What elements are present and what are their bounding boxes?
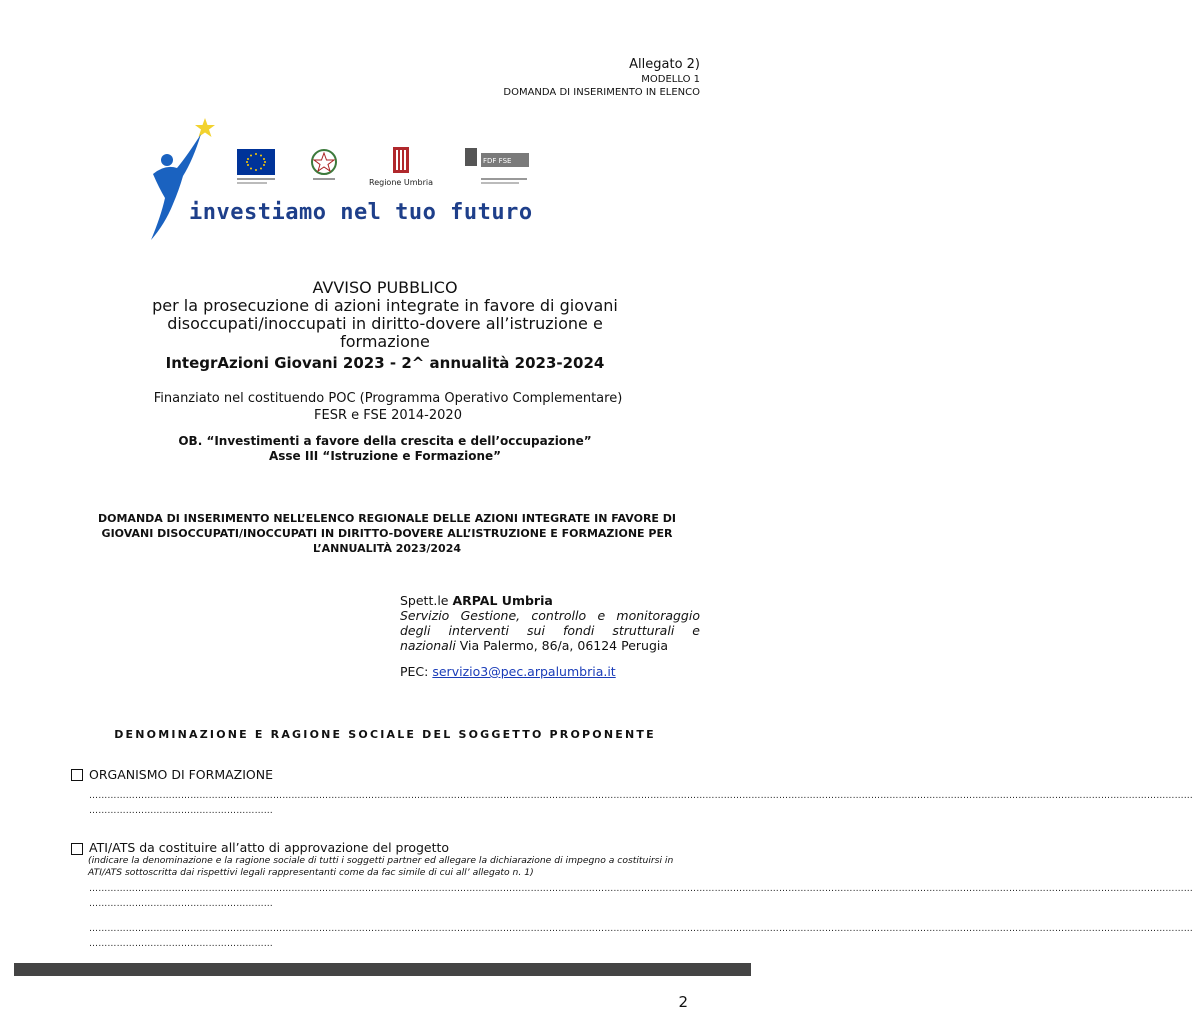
- ati-fill-line[interactable]: ……………………………………………………: [89, 899, 273, 909]
- pec-label: PEC:: [400, 664, 433, 679]
- domanda-title-line: DOMANDA DI INSERIMENTO NELL’ELENCO REGIONALE DELLE AZIONI INTEGRATE IN FAVORE DI: [98, 512, 676, 525]
- recipient-line: [400, 593, 700, 608]
- organismo-fill-line[interactable]: ……………………………………………………: [89, 806, 273, 816]
- avviso-subtitle-line: formazione: [340, 332, 430, 351]
- fse-text: FDF FSE: [483, 157, 512, 165]
- objective-block: [60, 434, 710, 464]
- avviso-subtitle-line: per la prosecuzione di azioni integrate in favore di giovani: [152, 296, 618, 315]
- ati-label: ATI/ATS da costituire all’atto di approvazione del progetto: [89, 840, 450, 855]
- ati-fill-line[interactable]: ……………………………………………………: [89, 939, 273, 949]
- star-icon: [195, 118, 215, 137]
- recipient-address: [400, 593, 700, 653]
- fse-logo: [465, 148, 529, 184]
- header-subtitle: DOMANDA DI INSERIMENTO IN ELENCO: [503, 87, 700, 98]
- domanda-title: [70, 511, 704, 556]
- ati-fill-line[interactable]: ………………………………………………………………………………………………………………………………………………………………………………………………………………………………………………………………………………………………………………………………: [89, 884, 1193, 894]
- service-text: nazionali: [400, 638, 456, 653]
- ati-checkbox[interactable]: [71, 843, 83, 855]
- pec-line: [400, 664, 616, 679]
- regione-umbria-text: Regione Umbria: [369, 178, 433, 187]
- logo-band: [145, 112, 595, 247]
- address-line: [400, 638, 700, 653]
- avviso-subtitle-line: disoccupati/inoccupati in diritto-dovere all’istruzione e: [167, 314, 603, 333]
- ati-note: (indicare la denominazione e la ragione sociale di tutti i soggetti partner ed allegare la dichiarazione di impegno a costituirsi in ATI/ATS sottoscritta dai rispettivi legali rappresentanti come da fac simile di cui all’ allegato n. 1): [88, 855, 674, 878]
- financing-line: FESR e FSE 2014-2020: [314, 408, 462, 423]
- pec-email-link[interactable]: servizio3@pec.arpalumbria.it: [432, 664, 616, 679]
- italian-republic-emblem-icon: [312, 150, 336, 180]
- recipient-name: ARPAL Umbria: [452, 593, 553, 608]
- organismo-label: ORGANISMO DI FORMAZIONE: [89, 767, 274, 782]
- axis-line: Asse III “Istruzione e Formazione”: [268, 449, 502, 463]
- domanda-title-line: GIOVANI DISOCCUPATI/INOCCUPATI IN DIRITTO-DOVERE ALL’ISTRUZIONE E FORMAZIONE PER: [101, 527, 673, 540]
- organismo-checkbox[interactable]: [71, 769, 83, 781]
- allegato-label: Allegato 2): [629, 57, 700, 72]
- spett-label: Spett.le: [400, 593, 453, 608]
- slogan-text: investiamo nel tuo futuro: [189, 200, 533, 225]
- service-text: Servizio Gestione, controllo e monitoraggio: [400, 608, 700, 623]
- avviso-subtitle: [120, 297, 650, 351]
- footer-bar: [14, 963, 751, 976]
- objective-line: OB. “Investimenti a favore della crescita e dell’occupazione”: [178, 434, 592, 448]
- financing-line: Finanziato nel costituendo POC (Programma Operativo Complementare): [153, 391, 623, 406]
- domanda-title-line: L’ANNUALITÀ 2023/2024: [312, 542, 462, 555]
- avviso-title: AVVISO PUBBLICO: [312, 278, 458, 297]
- page-number: 2: [678, 993, 688, 1011]
- street-address: Via Palermo, 86/a, 06124 Perugia: [455, 638, 669, 653]
- investiamo-logo: [145, 112, 595, 247]
- eu-flag-icon: [237, 149, 275, 184]
- service-line: [400, 623, 700, 638]
- modello-label: MODELLO 1: [641, 74, 700, 85]
- regione-umbria-logo: [369, 147, 433, 187]
- organismo-fill-line[interactable]: ………………………………………………………………………………………………………………………………………………………………………………………………………………………………………………………………………………………………………………………………: [89, 791, 1193, 801]
- service-text: degli interventi sui fondi strutturali e: [400, 623, 700, 638]
- service-line: [400, 608, 700, 623]
- ati-fill-line[interactable]: ………………………………………………………………………………………………………………………………………………………………………………………………………………………………………………………………………………………………………………………………: [89, 924, 1193, 934]
- financing-note: [100, 390, 676, 424]
- section-title: DENOMINAZIONE E RAGIONE SOCIALE DEL SOGGETTO PROPONENTE: [114, 728, 656, 741]
- program-title: IntegrAzioni Giovani 2023 - 2^ annualità 2023-2024: [165, 354, 605, 372]
